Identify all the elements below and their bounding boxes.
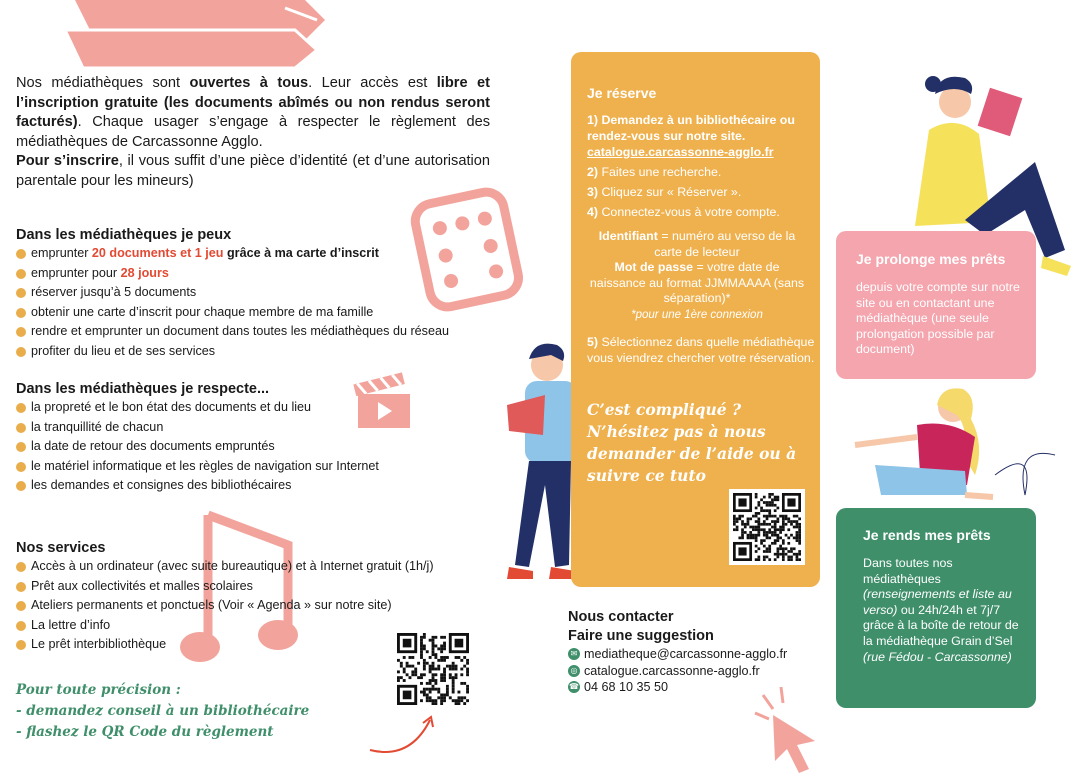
bullet-icon — [16, 288, 26, 298]
login-info — [587, 229, 807, 323]
phone-icon: ☎ — [569, 682, 579, 692]
help-line: N’hésitez pas à nous — [587, 422, 766, 441]
prolonge-title: Je prolonge mes prêts — [856, 251, 1006, 267]
precision-line: Pour toute précision : — [16, 682, 181, 698]
reserve-step-2: 2) Faites une recherche. — [587, 165, 722, 179]
section-respecte-title: Dans les médiathèques je respecte... — [16, 381, 270, 397]
list-item: obtenir une carte d’inscrit pour chaque membre de ma famille — [16, 303, 449, 323]
list-item: la date de retour des documents empruntés — [16, 437, 379, 457]
bullet-icon — [16, 640, 26, 650]
list-item: Ateliers permanents et ponctuels (Voir « Agenda » sur notre site) — [16, 596, 434, 616]
bullet-icon — [16, 327, 26, 337]
precision-line: - flashez le QR Code du règlement — [16, 724, 274, 740]
email-icon: ✉ — [568, 648, 580, 660]
prolonge-text: depuis votre compte sur notre site ou en contactant une médiathèque (une seule prolongation possible par document) — [856, 280, 1020, 357]
list-item: la tranquillité de chacun — [16, 418, 379, 438]
catalogue-link[interactable]: catalogue.carcassonne-agglo.fr — [587, 145, 774, 159]
reserve-step-4: 4) Connectez-vous à votre compte. — [587, 205, 780, 219]
bullet-icon — [16, 621, 26, 631]
intro-text — [16, 74, 490, 191]
list-item: emprunter pour 28 jours — [16, 264, 449, 284]
contact-title: Nous contacter — [568, 609, 674, 625]
bullet-icon — [16, 601, 26, 611]
bullet-icon — [16, 442, 26, 452]
suggestion-title: Faire une suggestion — [568, 628, 714, 644]
bullet-icon — [16, 462, 26, 472]
reserve-step-5: 5) Sélectionnez dans quelle médiathèque vous viendrez chercher votre réservation. — [587, 335, 815, 365]
bullet-icon — [16, 308, 26, 318]
reserve-panel — [571, 52, 820, 587]
bullet-icon — [16, 423, 26, 433]
bullet-icon — [16, 269, 26, 279]
prolonge-card — [836, 231, 1036, 379]
curved-arrow-decoration — [365, 705, 440, 760]
help-line: demander de l’aide ou à — [587, 444, 797, 463]
reserve-steps — [587, 112, 807, 224]
contact-phone[interactable]: ☎ 04 68 10 35 50 — [569, 680, 669, 694]
reserve-step-3: 3) Cliquez sur « Réserver ». — [587, 185, 742, 199]
bullet-icon — [16, 481, 26, 491]
section-services-title: Nos services — [16, 540, 106, 556]
bullet-icon — [16, 582, 26, 592]
bullet-icon — [16, 347, 26, 357]
list-item: Accès à un ordinateur (avec suite bureautique) et à Internet gratuit (1h/j) — [16, 557, 434, 577]
reserve-title: Je réserve — [587, 85, 657, 101]
reserve-step-1: 1) Demandez à un bibliothécaire ou rendez-vous sur notre site. catalogue.carcassonne-agglo.fr — [587, 113, 795, 159]
list-item: La lettre d’info — [16, 616, 434, 636]
list-item: la propreté et le bon état des documents et du lieu — [16, 398, 379, 418]
list-item: les demandes et consignes des bibliothécaires — [16, 476, 379, 496]
contact-email[interactable]: ✉ mediatheque@carcassonne-agglo.fr — [568, 646, 787, 663]
rends-title: Je rends mes prêts — [863, 527, 991, 543]
list-item: rendre et emprunter un document dans toutes les médiathèques du réseau — [16, 322, 449, 342]
bullet-icon — [16, 249, 26, 259]
help-text — [587, 399, 817, 487]
books-illustration — [55, 0, 335, 70]
cursor-click-decoration — [745, 683, 830, 778]
precision-line: - demandez conseil à un bibliothécaire — [16, 703, 310, 719]
password-info: Mot de passe = votre date de naissance au format JJMMAAAA (sans séparation)* — [589, 260, 805, 305]
intro-paragraph-1: Nos médiathèques sont ouvertes à tous. Leur accès est libre et l’inscription gratuite (les documents abîmés ou non rendus seront facturés). Chaque usager s’engage à respecter le règlement des médiathèques de Carcassonne Agglo. — [16, 75, 490, 150]
list-item: Prêt aux collectivités et malles scolaires — [16, 577, 434, 597]
list-item: profiter du lieu et de ses services — [16, 342, 449, 362]
bullet-icon — [16, 403, 26, 413]
help-line: C’est compliqué ? — [587, 400, 742, 419]
contact-section — [568, 608, 787, 696]
intro-paragraph-2: Pour s’inscrire, il vous suffit d’une pièce d’identité (et d’une autorisation parentale pour les mineurs) — [16, 153, 490, 189]
list-item: réserver jusqu’à 5 documents — [16, 283, 449, 303]
help-line: suivre ce tuto — [587, 466, 706, 485]
login-note: *pour une 1ère connexion — [631, 308, 763, 321]
contact-website[interactable]: ◎ catalogue.carcassonne-agglo.fr — [568, 663, 787, 680]
section-services — [16, 539, 434, 655]
section-peux-title: Dans les médiathèques je peux — [16, 227, 232, 243]
rends-card — [836, 508, 1036, 708]
precision-text — [16, 680, 309, 743]
qr-code-tuto[interactable] — [729, 489, 805, 565]
qr-code-reglement[interactable] — [397, 633, 469, 705]
bullet-icon — [16, 562, 26, 572]
identifiant-info: Identifiant = numéro au verso de la carte de lecteur — [598, 229, 796, 259]
globe-icon: ◎ — [568, 665, 580, 677]
list-item: le matériel informatique et les règles de navigation sur Internet — [16, 457, 379, 477]
sitting-woman-illustration — [845, 385, 1060, 510]
rends-text: Dans toutes nos médiathèques (renseignements et liste au verso) ou 24h/24h et 7j/7 grâce à la boîte de retour de la médiathèque Grain d’Sel (rue Fédou - Carcassonne) — [863, 556, 1019, 664]
list-item: emprunter 20 documents et 1 jeu grâce à ma carte d’inscrit — [16, 244, 449, 264]
list-item: Le prêt interbibliothèque — [16, 635, 434, 655]
section-peux — [16, 226, 449, 362]
section-respecte — [16, 380, 379, 496]
